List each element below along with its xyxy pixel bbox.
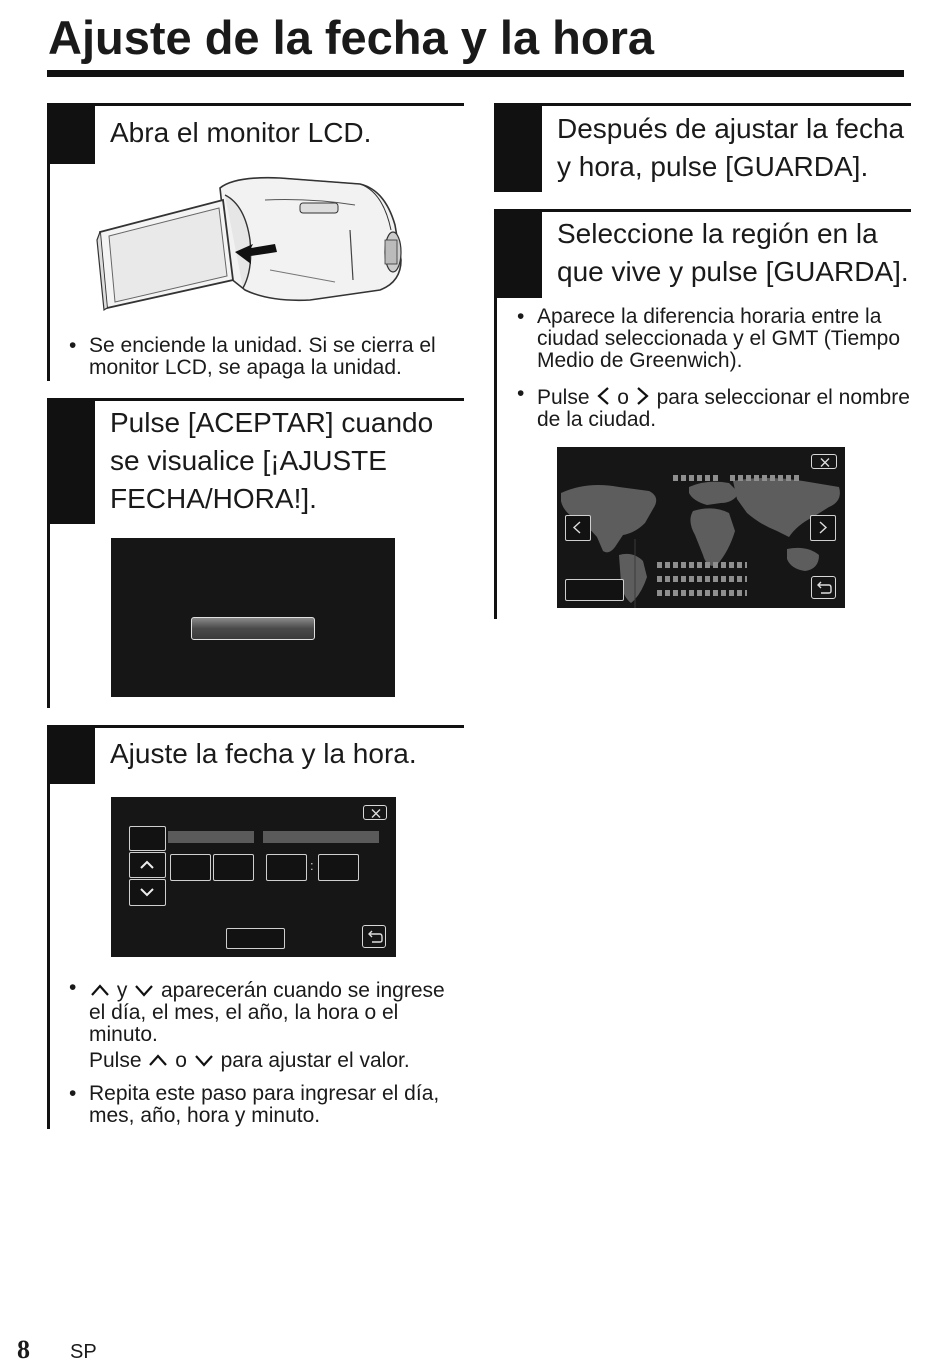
step5-top-rule	[494, 209, 911, 212]
title-rule	[47, 70, 904, 77]
step5-note2	[517, 382, 915, 431]
bullet: •	[517, 382, 525, 405]
up-button[interactable]	[129, 852, 166, 878]
back-button[interactable]	[811, 576, 836, 599]
day-field[interactable]	[170, 854, 211, 881]
close-icon[interactable]	[811, 454, 837, 469]
lcd-screen-set-date-time	[111, 538, 395, 697]
up-icon	[130, 853, 164, 876]
step2-left-rule	[47, 398, 50, 708]
step5-note2-prefix: Pulse	[537, 386, 596, 409]
time-separator: :	[310, 858, 314, 873]
step4-text: Después de ajustar la fecha y hora, pulse [GUARDA].	[557, 113, 905, 182]
bullet: •	[517, 305, 525, 328]
step3-top-rule	[47, 725, 464, 728]
left-arrow-icon	[566, 516, 589, 539]
time-label-bar	[263, 831, 379, 843]
up-icon	[147, 1051, 169, 1069]
step1-number-block	[47, 103, 95, 164]
lcd-screen-date-time-entry	[111, 797, 396, 957]
step2-top-rule	[47, 398, 464, 401]
page-number: 8	[17, 1335, 30, 1364]
close-icon[interactable]	[363, 805, 387, 820]
step3-note2-text: Repita este paso para ingresar el día, mes, año, hora y minuto.	[89, 1082, 440, 1127]
date-label-bar	[168, 831, 254, 843]
lcd-screen-region-select	[557, 447, 845, 608]
minute-field[interactable]	[318, 854, 359, 881]
step5-number-block	[494, 209, 542, 298]
prev-region-button[interactable]	[565, 515, 591, 541]
step2-number-block	[47, 398, 95, 524]
step5-note1	[517, 305, 915, 372]
step3-left-rule	[47, 725, 50, 1129]
step5-note2-suffix: para seleccionar el nombre de la ciudad.	[537, 386, 910, 431]
step5-left-rule	[494, 209, 497, 619]
step3-note1-suffix: aparecerán cuando se ingrese el día, el mes, el año, la hora o el minuto.	[89, 979, 445, 1046]
step1-top-rule	[47, 103, 464, 106]
right-arrow-icon	[811, 516, 834, 539]
step3-number-block	[47, 725, 95, 784]
save-button[interactable]	[226, 928, 285, 949]
right-arrow-icon	[635, 386, 651, 406]
step4-number-block	[494, 103, 542, 192]
step3-note1b-mid: o	[169, 1049, 193, 1072]
step1-left-rule	[47, 103, 50, 381]
down-icon	[130, 880, 164, 904]
step3-text: Ajuste la fecha y la hora.	[110, 738, 417, 769]
month-field[interactable]	[213, 854, 254, 881]
info-placeholder-3	[657, 590, 747, 596]
camcorder-illustration	[95, 170, 415, 315]
step1-note	[69, 334, 461, 379]
step3-note2	[69, 1082, 464, 1127]
step3-note1b-prefix: Pulse	[89, 1049, 148, 1072]
step3-note1	[69, 976, 464, 1046]
info-placeholder-1	[657, 562, 747, 568]
page-title: Ajuste de la fecha y la hora	[48, 11, 654, 64]
step1-note-text: Se enciende la unidad. Si se cierra el monitor LCD, se apaga la unidad.	[89, 334, 436, 379]
info-placeholder-2	[657, 576, 747, 582]
bullet: •	[69, 1082, 77, 1105]
back-icon	[812, 577, 837, 600]
bullet: •	[69, 334, 77, 357]
back-button[interactable]	[362, 925, 386, 948]
back-icon	[363, 926, 387, 949]
down-icon	[193, 1051, 215, 1069]
bullet: •	[69, 976, 77, 999]
step5-text: Seleccione la región en la que vive y pulse [GUARDA].	[557, 218, 909, 287]
city-name-placeholder	[673, 475, 718, 481]
step3-note1-prefix: y	[111, 979, 134, 1002]
hour-field[interactable]	[266, 854, 307, 881]
up-icon	[89, 981, 111, 999]
step3-note1b	[89, 1050, 464, 1072]
ok-button[interactable]	[191, 617, 315, 640]
left-arrow-icon	[595, 386, 611, 406]
step5-note2-mid: o	[611, 386, 635, 409]
step3-note1b-suffix: para ajustar el valor.	[214, 1049, 410, 1072]
language-code: SP	[70, 1341, 97, 1363]
save-button[interactable]	[565, 579, 624, 601]
step5-note1-text: Aparece la diferencia horaria entre la ciudad seleccionada y el GMT (Tiempo Medio de Greenwich).	[537, 305, 900, 372]
field-selector-box[interactable]	[129, 826, 166, 851]
down-icon	[133, 981, 155, 999]
step2-text: Pulse [ACEPTAR] cuando se visualice [¡AJUSTE FECHA/HORA!].	[110, 407, 434, 514]
step4-top-rule	[494, 103, 911, 106]
time-placeholder	[730, 475, 802, 481]
down-button[interactable]	[129, 879, 166, 906]
next-region-button[interactable]	[810, 515, 836, 541]
step1-text: Abra el monitor LCD.	[110, 117, 372, 148]
